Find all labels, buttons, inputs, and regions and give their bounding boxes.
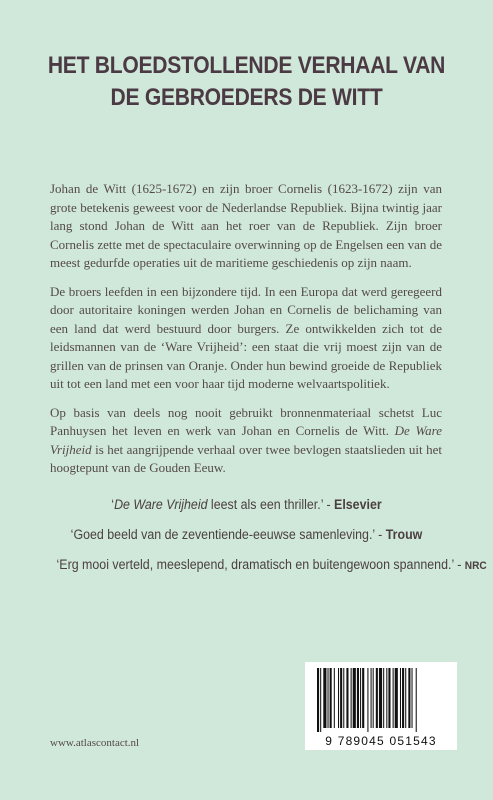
quote-trouw [57, 524, 437, 545]
isbn-number: 9 789045 051543 [325, 734, 437, 748]
quote-source: Trouw [385, 527, 423, 542]
blurb-paragraph-2: De broers leefden in een bijzondere tijd. In een Europa dat werd geregeerd door autoritaire koningen werden Johan en Cornelis de belichaming van een land dat werd bestuurd door burgers. Ze ontwikkelden zich tot de leidsmannen van de ‘Ware Vrijheid’: een staat die vrij moest zijn van de grillen van de prinsen van Oranje. Onder hun bewind groeide de Republiek uit tot een land met een voor haar tijd moderne welvaartspolitiek. [50, 283, 442, 391]
publisher-url[interactable]: www.atlascontact.nl [50, 737, 140, 749]
quote-elsevier [57, 494, 437, 515]
quote-source: Elsevier [334, 497, 382, 512]
blurb-paragraph-1: Johan de Witt (1625-1672) en zijn broer Cornelis (1623-1672) zijn van grote betekenis geweest voor de Nederlandse Republiek. Bijna twintig jaar lang stond Johan de Witt aan het roer van de Republiek. Zijn broer Cornelis zette met de spectaculaire overwinning op de Engelsen een van de meest gedurfde operaties uit de maritieme geschiedenis op zijn naam. [50, 181, 442, 270]
book-title [35, 50, 459, 114]
press-quotes [40, 494, 487, 586]
quote-open: ‘ [111, 497, 115, 512]
quote-text: ‘Erg mooi verteld, meeslepend, dramatisch en buitengewoon spannend.’ - [56, 557, 465, 572]
quote-italic: De Ware Vrijheid [114, 497, 208, 512]
blurb-paragraph-3 [50, 404, 442, 478]
isbn-barcode [305, 662, 457, 750]
quote-nrc [56, 554, 487, 577]
quote-text: leest als een thriller.’ - [207, 497, 335, 512]
quote-source: NRC [464, 560, 487, 572]
blurb [50, 180, 442, 488]
barcode-icon [313, 668, 449, 732]
quote-text: ‘Goed beeld van de zeventiende-eeuwse samenleving.’ - [70, 527, 386, 542]
title-line-2: DE GEBROEDERS DE WITT [110, 84, 383, 111]
blurb-paragraph-3-start: Op basis van deels nog nooit gebruikt bronnenmateriaal schetst Luc Panhuysen het leven en werk van Johan en Cornelis de Witt. [50, 404, 442, 438]
blurb-paragraph-3-end: is het aangrijpende verhaal over twee bevlogen staatslieden uit het hoogtepunt van de Gouden Eeuw. [50, 441, 442, 475]
title-line-1: HET BLOEDSTOLLENDE VERHAAL VAN [47, 52, 446, 79]
book-title-italic: De Ware Vrijheid [50, 423, 442, 457]
